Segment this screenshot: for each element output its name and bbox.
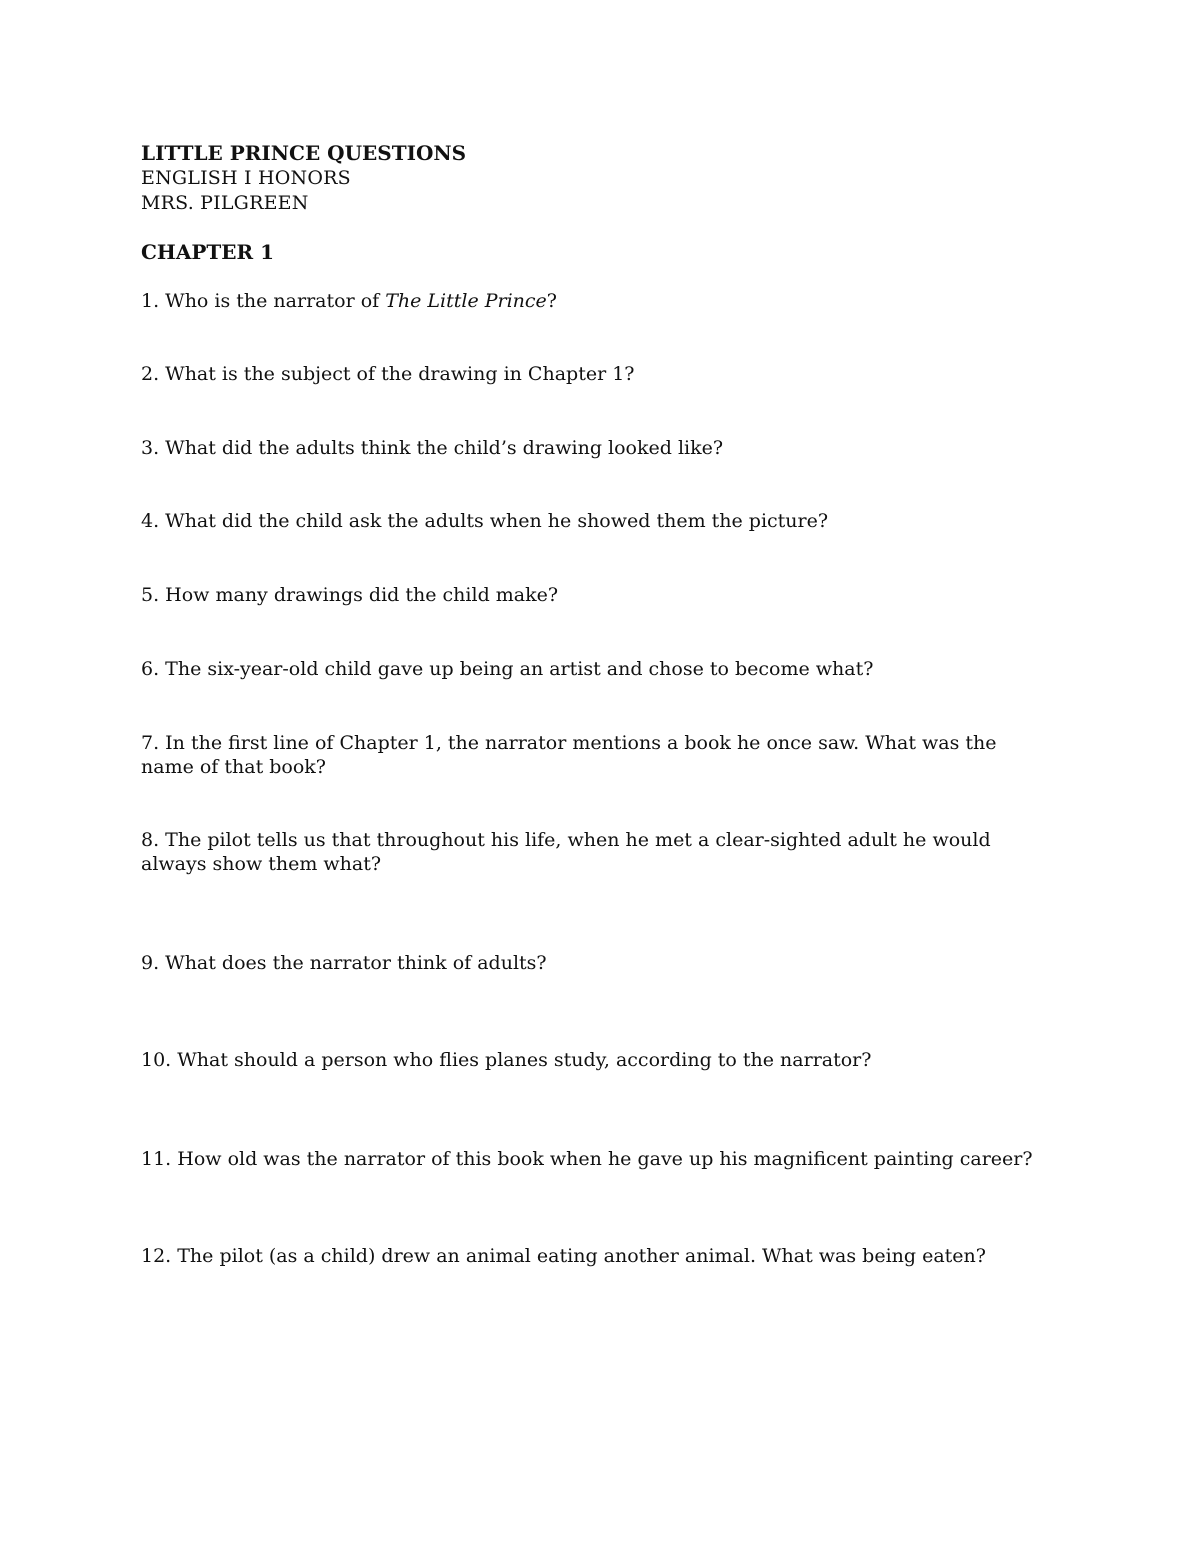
chapter-heading: CHAPTER 1: [141, 240, 274, 264]
question-3: 3. What did the adults think the child’s drawing looked like?: [141, 437, 724, 459]
teacher-name: MRS. PILGREEN: [141, 192, 309, 214]
question-7: 7. In the first line of Chapter 1, the narrator mentions a book he once saw. What was the name of that book?: [141, 732, 997, 778]
question-1-suffix: ?: [546, 290, 557, 312]
question-1: [141, 289, 1051, 313]
question-6: 6. The six-year-old child gave up being an artist and chose to become what?: [141, 658, 874, 680]
question-12: 12. The pilot (as a child) drew an animal eating another animal. What was being eaten?: [141, 1245, 986, 1267]
question-1-prefix: 1. Who is the narrator of: [141, 290, 386, 312]
book-title: The Little Prince: [385, 290, 547, 312]
question-10: 10. What should a person who flies planes study, according to the narrator?: [141, 1049, 872, 1071]
question-8: 8. The pilot tells us that throughout his life, when he met a clear-sighted adult he would always show them what?: [141, 829, 991, 875]
course-name: ENGLISH I HONORS: [141, 167, 351, 189]
question-11: 11. How old was the narrator of this book when he gave up his magnificent painting career?: [141, 1148, 1033, 1170]
question-2: 2. What is the subject of the drawing in Chapter 1?: [141, 363, 635, 385]
document-title: LITTLE PRINCE QUESTIONS: [141, 141, 467, 165]
question-5: 5. How many drawings did the child make?: [141, 584, 559, 606]
question-9: 9. What does the narrator think of adults?: [141, 952, 547, 974]
question-4: 4. What did the child ask the adults when he showed them the picture?: [141, 510, 829, 532]
